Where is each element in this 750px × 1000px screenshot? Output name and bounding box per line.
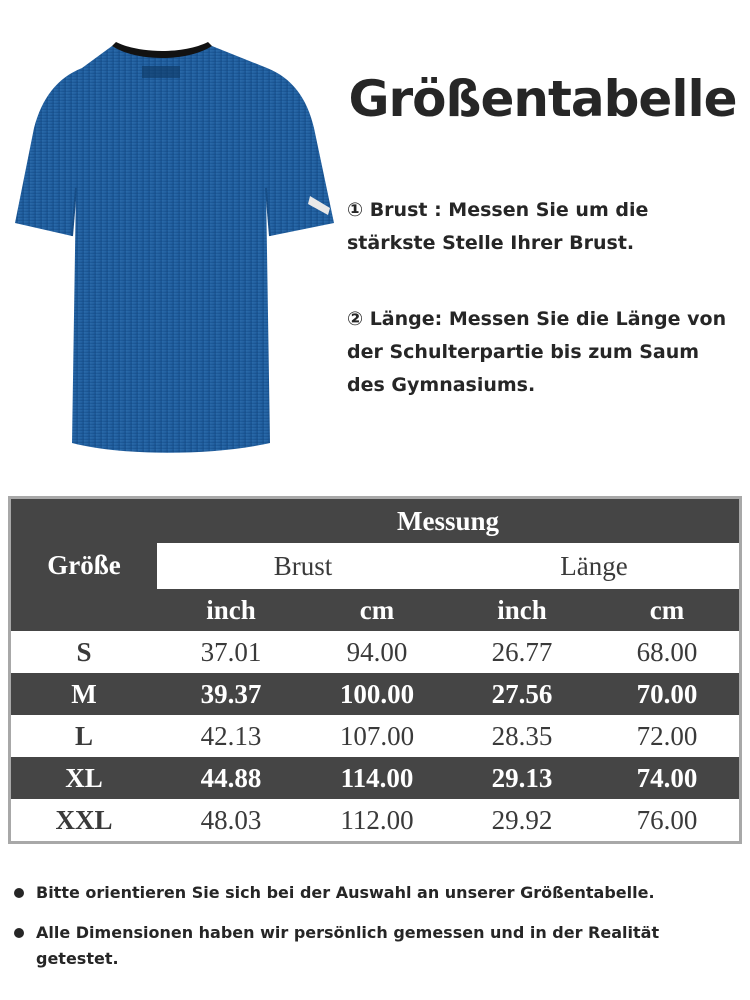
page-title: Größentabelle [348,70,737,128]
value-cell: 72.00 [595,715,739,757]
value-cell: 112.00 [305,799,449,841]
bullet-list [14,880,744,968]
note-chest: ① Brust : Messen Sie um die stärkste Stelle Ihrer Brust. [347,199,649,254]
size-table [8,496,742,844]
list-item [14,880,744,920]
value-cell: 44.88 [157,757,305,799]
group-header-length: Länge [449,543,739,589]
value-cell: 28.35 [449,715,595,757]
value-cell: 76.00 [595,799,739,841]
value-cell: 100.00 [305,673,449,715]
value-cell: 42.13 [157,715,305,757]
measure-header: Messung [157,499,739,543]
value-cell: 39.37 [157,673,305,715]
table-row [11,631,739,673]
table-row [11,715,739,757]
table-row [11,757,739,799]
bullet-dot-icon [14,928,24,938]
size-cell: XXL [11,799,157,841]
value-cell: 74.00 [595,757,739,799]
value-cell: 70.00 [595,673,739,715]
size-cell: L [11,715,157,757]
size-cell: M [11,673,157,715]
value-cell: 37.01 [157,631,305,673]
value-cell: 26.77 [449,631,595,673]
table-row [11,673,739,715]
bullet-dot-icon [14,888,24,898]
value-cell: 114.00 [305,757,449,799]
unit-header: inch [157,589,305,631]
unit-header: inch [449,589,595,631]
value-cell: 29.92 [449,799,595,841]
size-cell: S [11,631,157,673]
list-item [14,920,744,968]
collar-label [142,66,180,78]
table-row [11,799,739,841]
group-header-chest: Brust [157,543,449,589]
unit-header: cm [595,589,739,631]
size-cell: XL [11,757,157,799]
value-cell: 27.56 [449,673,595,715]
value-cell: 107.00 [305,715,449,757]
value-cell: 94.00 [305,631,449,673]
tshirt-image [12,38,337,458]
size-column-header: Größe [11,499,157,631]
unit-header: cm [305,589,449,631]
bullet-text: Alle Dimensionen haben wir persönlich gemessen und in der Realität getestet. [36,923,660,968]
note-length: ② Länge: Messen Sie die Länge von der Schulterpartie bis zum Saum des Gymnasiums. [347,308,727,396]
shirt-body [15,46,334,453]
value-cell: 29.13 [449,757,595,799]
value-cell: 68.00 [595,631,739,673]
bullet-text: Bitte orientieren Sie sich bei der Auswahl an unserer Größentabelle. [36,883,655,902]
value-cell: 48.03 [157,799,305,841]
